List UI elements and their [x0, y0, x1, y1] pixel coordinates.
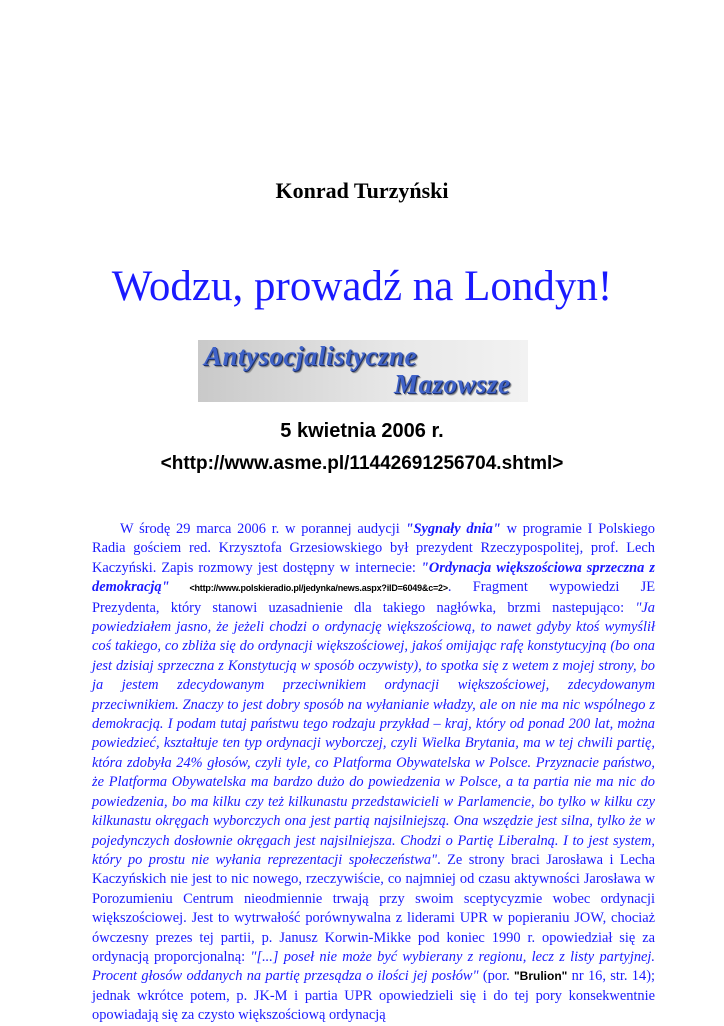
jkm-quote: "[...] poseł nie może być wybierany z regionu, lecz z listy partyjnej. Procent głosów oddanych na partię przesądza o ilości jej posłów": [92, 948, 655, 985]
body-text: W środę 29 marca 2006 r. w porannej audycji: [120, 521, 406, 537]
body-text: nr 16, str. 14); jednak wkrótce potem, p. JK-M i partia UPR opowiedzieli się i do tej pory konsekwentnie opowiadają się za czysto większościową ordynacją: [92, 968, 655, 1024]
body-text: . Fragment wypowiedzi JE Prezydenta, który stanowi uzasadnienie dla takiego nagłówka, brzmi nastepująco:: [92, 579, 655, 616]
publication-date: 5 kwietnia 2006 r.: [280, 420, 444, 442]
body-text: (por.: [478, 968, 514, 985]
quoted-title: "Sygnały dnia": [405, 521, 501, 537]
inline-url-link[interactable]: <http://www.polskieradio.pl/jedynka/news.aspx?iID=6049&c=2>: [169, 583, 448, 594]
journal-name: "Brulion": [513, 969, 568, 984]
author-name: Konrad Turzyński: [275, 178, 449, 203]
quoted-title: "Ordynacja większościowa sprzeczna z demokracją": [92, 559, 656, 596]
body-text: w programie I Polskiego Radia gościem red. Krzysztofa Grzesiowskiego był prezydent Rzeczypospolitej, prof. Lech Kaczyński. Zapis rozmowy jest dostępny w internecie:: [92, 521, 656, 576]
source-url: <http://www.asme.pl/11442691256704.shtml>: [160, 453, 564, 474]
body-text: . Ze strony braci Jarosława i Lecha Kaczyńskich nie jest to nic nowego, rzeczywiście, co najmniej od czasu aktywności Jarosława w Porozumieniu Centrum nieodmiennie trwają przy swoim sceptycyzmie wobec ordynacji większościowej. Jest to wytrwałość porównywalna z liderami UPR w popieraniu JOW, chociaż ówczesny prezes tej partii, p. Janusz Korwin-Mikke pod koniec 1990 r. opowiedział się za ordynacją proporcjonalną:: [92, 851, 656, 965]
article-body: [92, 520, 655, 1026]
article-title: Wodzu, prowadź na Londyn!: [111, 263, 613, 310]
logo-line-1: Antysocjalistyczne: [204, 341, 417, 371]
body-paragraph: [92, 520, 655, 1026]
president-quote: "Ja powiedziałem jasno, że jeżeli chodzi o ordynację większościową, to nawet gdyby ktoś wymyślił coś takiego, co zbliża się do ordynacji większościowej, jakoś omijając rafę konstytucyjną (bo ona jest dzisiaj sprzeczna z Konstytucją w sposób oczywisty), to spotka się z wetem z mojej strony, bo ja jestem zdecydowanym przeciwnikiem ordynacji większościowej, zdecydowanym przeciwnikiem. Znaczy to jest dobry sposób na wyłanianie władzy, ale on nie ma nic wspólnego z demokracją. I podam tutaj państwu tego rodzaju przykład – kraj, który od ponad 200 lat, można powiedzieć, kształtuje ten typ ordynacji wyborczej, czyli Wielka Brytania, ma w tej chwili partię, która zdobyła 24% głosów, czyli tyle, co Platforma Obywatelska w Polsce. Przyznacie państwo, że Platforma Obywatelska ma bardzo dużo do powiedzenia w Polsce, a ta partia nie ma nic do powiedzenia, bo ma kilku czy też kilkunastu przedstawicieli w Parlamencie, bo tylko w kilku czy kilkunastu okręgach wyborczych ona jest partią najsilniejszą. Ona wszędzie jest silna, tylko że w pojedynczych dosłownie okręgach jest najsilniejsza. Chodzi o Partię Liberalną. I to jest system, który po prostu nie wyłania reprezentacji społeczeństwa": [92, 599, 655, 868]
logo-line-2: Mazowsze: [394, 369, 511, 399]
publication-logo: [198, 340, 528, 402]
